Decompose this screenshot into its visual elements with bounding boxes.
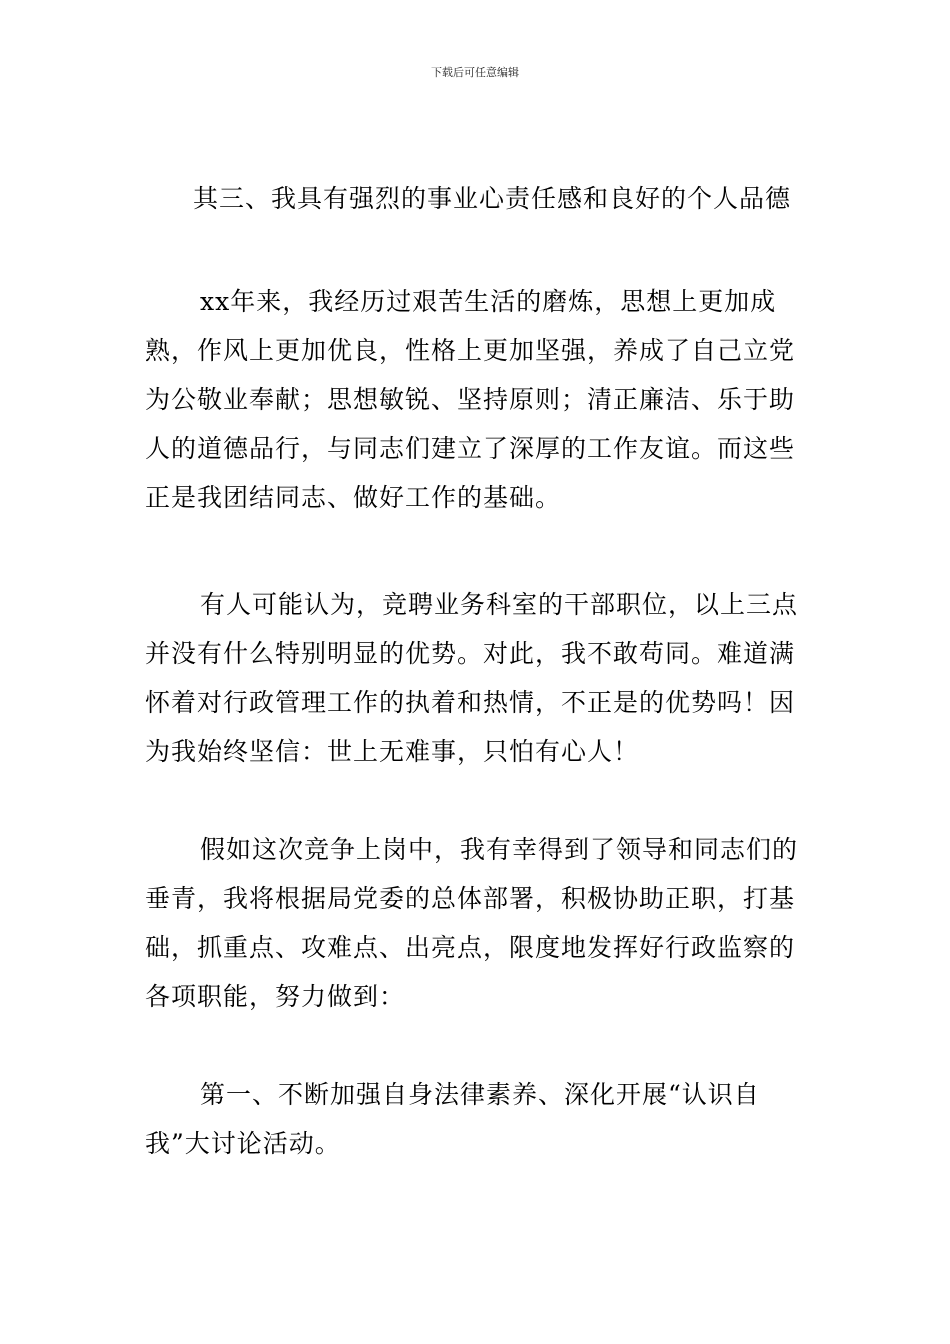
paragraph-advantage: 有人可能认为，竞聘业务科室的干部职位，以上三点并没有什么特别明显的优势。对此，我不敢苟同。难道满怀着对行政管理工作的执着和热情，不正是的优势吗！因为我始终坚信：世上无难事，只怕有心人！	[145, 590, 799, 766]
paragraph-experience: xx年来，我经历过艰苦生活的磨炼，思想上更加成熟，作风上更加优良，性格上更加坚强，养成了自己立党为公敬业奉献；思想敏锐、坚持原则；清正廉洁、乐于助人的道德品行，与同志们建立了深厚的工作友谊。而这些正是我团结同志、做好工作的基础。	[145, 287, 796, 512]
paragraph-commitment: 假如这次竞争上岗中，我有幸得到了领导和同志们的垂青，我将根据局党委的总体部署，积极协助正职，打基础，抓重点、攻难点、出亮点，限度地发挥好行政监察的各项职能，努力做到：	[145, 835, 799, 1011]
paragraph-first-goal: 第一、不断加强自身法律素养、深化开展“认识自我”大讨论活动。	[145, 1080, 760, 1158]
page-header-note: 下载后可任意编辑	[431, 66, 519, 79]
section-heading: 其三、我具有强烈的事业心责任感和良好的个人品德	[193, 184, 792, 213]
